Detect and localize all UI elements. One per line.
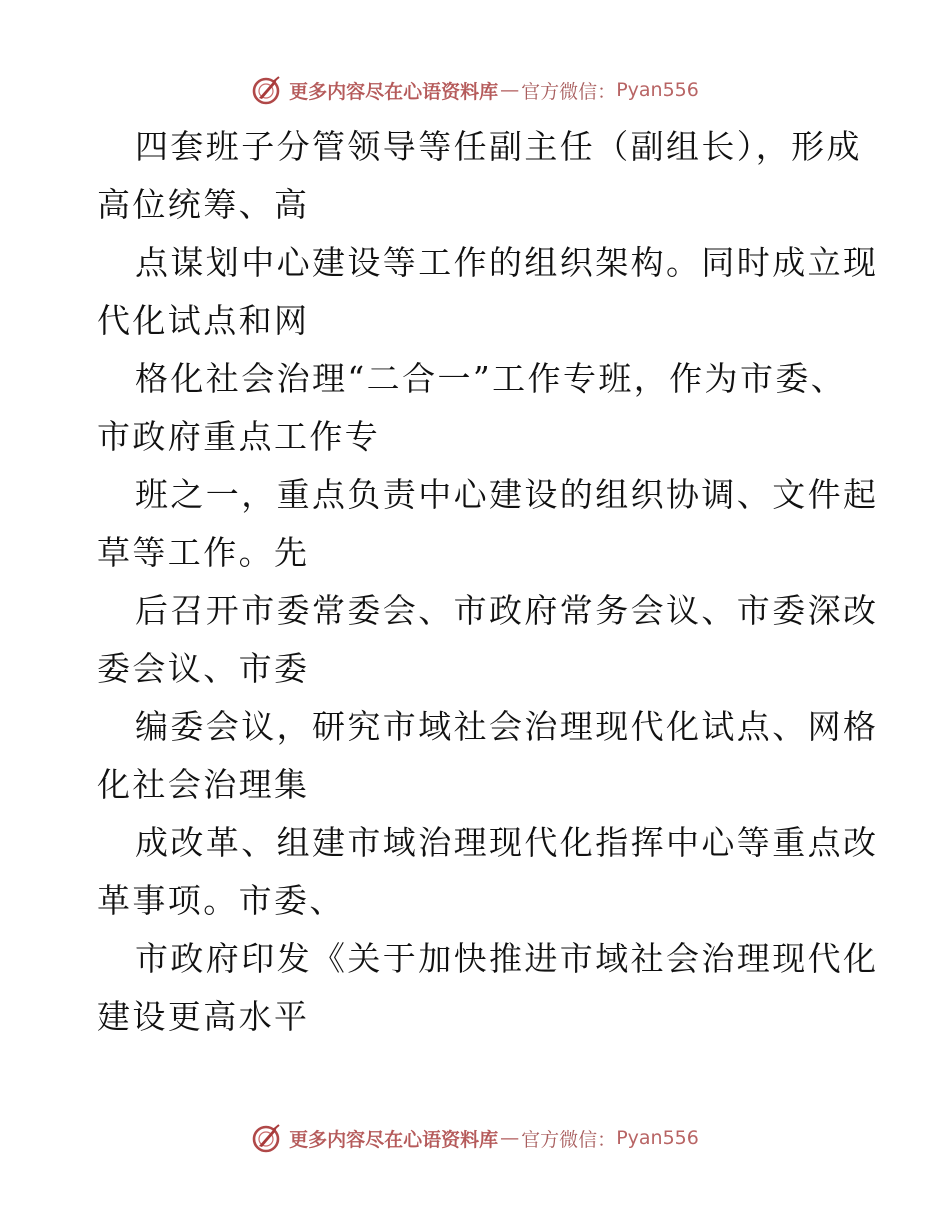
document-body (97, 118, 879, 1046)
paragraph-line: 市政府重点工作专 (97, 417, 381, 456)
paragraph-line: 草等工作。先 (97, 533, 310, 572)
paragraph-line: 成改革、组建市域治理现代化指挥中心等重点改 (135, 823, 879, 862)
paragraph-line: 班之一，重点负责中心建设的组织协调、文件起 (135, 475, 879, 514)
paragraph-line: 点谋划中心建设等工作的组织架构。同时成立现 (135, 243, 879, 282)
footer-watermark (0, 1118, 950, 1158)
quill-pen-logo-icon (251, 1122, 283, 1154)
paragraph-line: 高位统筹、高 (97, 185, 310, 224)
header-watermark (0, 70, 950, 110)
banner-wechat-label: 官方微信： (521, 1128, 617, 1151)
paragraph (97, 582, 879, 698)
paragraph (97, 930, 879, 1046)
banner-text (289, 1125, 699, 1152)
paragraph-line: 后召开市委常委会、市政府常务会议、市委深改 (135, 591, 879, 630)
banner-wechat-label: 官方微信： (521, 80, 617, 103)
banner-separator: — (500, 79, 520, 101)
paragraph (97, 466, 879, 582)
paragraph-line: 化社会治理集 (97, 765, 310, 804)
paragraph (97, 118, 862, 234)
banner-separator: — (500, 1127, 520, 1149)
banner-main-text: 更多内容尽在心语资料库 (289, 80, 499, 103)
paragraph-line: 代化试点和网 (97, 301, 310, 340)
paragraph-line: 委会议、市委 (97, 649, 310, 688)
paragraph-line: 建设更高水平 (97, 997, 310, 1036)
paragraph-line: 格化社会治理“二合一”工作专班，作为市委、 (135, 359, 847, 398)
paragraph-line: 四套班子分管领导等任副主任（副组长），形成 (135, 127, 862, 166)
banner-text (289, 77, 699, 104)
quill-pen-logo-icon (251, 74, 283, 106)
paragraph (97, 814, 879, 930)
banner-wechat-id: Pyan556 (616, 1127, 699, 1149)
banner-wechat-id: Pyan556 (616, 79, 699, 101)
paragraph-line: 编委会议，研究市域社会治理现代化试点、网格 (135, 707, 879, 746)
paragraph-line: 市政府印发《关于加快推进市域社会治理现代化 (135, 939, 879, 978)
paragraph (97, 698, 879, 814)
paragraph (97, 234, 879, 350)
paragraph (97, 350, 857, 466)
banner-main-text: 更多内容尽在心语资料库 (289, 1128, 499, 1151)
paragraph-line: 革事项。市委、 (97, 881, 345, 920)
